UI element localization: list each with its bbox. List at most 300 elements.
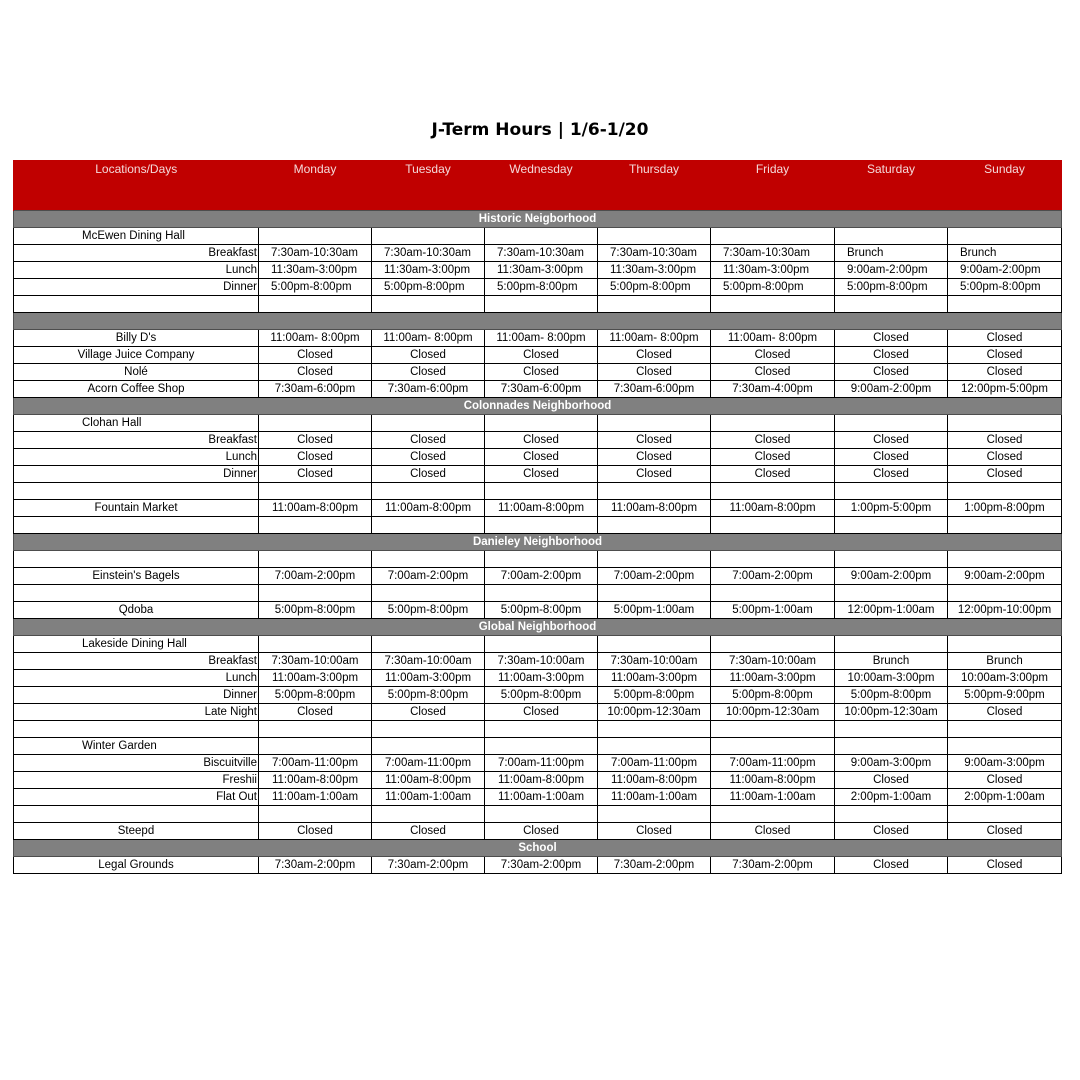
header-day: Friday [711,160,835,211]
hours-cell: 7:30am-2:00pm [485,857,598,874]
hours-cell [372,296,485,313]
location-name [14,806,259,823]
header-day: Tuesday [372,160,485,211]
header-day: Thursday [598,160,711,211]
section-header-row [14,398,1062,415]
hours-cell [598,806,711,823]
hours-cell: Closed [372,823,485,840]
hours-cell: Closed [835,466,948,483]
hours-cell [372,636,485,653]
table-row [14,432,1062,449]
hours-cell: 5:00pm-8:00pm [835,279,948,296]
hours-cell: 5:00pm-8:00pm [259,602,372,619]
hours-cell: 7:30am-10:30am [598,245,711,262]
hours-cell: 1:00pm-8:00pm [948,500,1062,517]
section-header-row [14,534,1062,551]
hours-cell: 10:00am-3:00pm [835,670,948,687]
hours-cell: Closed [948,772,1062,789]
hours-cell: 1:00pm-5:00pm [835,500,948,517]
table-row [14,347,1062,364]
hours-cell: Brunch [835,653,948,670]
hours-cell [259,636,372,653]
location-name: Qdoba [14,602,259,619]
hours-cell: Closed [372,432,485,449]
hours-cell [485,551,598,568]
hours-cell: 9:00am-2:00pm [948,568,1062,585]
hours-cell [485,738,598,755]
hours-cell [835,636,948,653]
hours-cell: 11:00am- 8:00pm [485,330,598,347]
hours-cell: Closed [948,466,1062,483]
table-row [14,551,1062,568]
hours-cell [711,721,835,738]
hours-cell: 5:00pm-8:00pm [835,687,948,704]
hours-cell [259,517,372,534]
hours-cell [948,228,1062,245]
hours-cell: Closed [835,432,948,449]
header-locations: Locations/Days [14,160,259,211]
hours-cell: 7:30am-10:30am [259,245,372,262]
meal-label: Biscuitville [14,755,259,772]
hours-cell: Closed [598,364,711,381]
meal-label: Late Night [14,704,259,721]
hours-cell: Closed [835,857,948,874]
hours-cell [372,721,485,738]
hours-cell: 7:30am-10:30am [372,245,485,262]
table-row [14,330,1062,347]
hours-cell: 11:00am-1:00am [372,789,485,806]
hours-cell [598,517,711,534]
hours-cell: Closed [485,364,598,381]
hours-cell: 11:30am-3:00pm [485,262,598,279]
hours-cell: Closed [835,330,948,347]
hours-cell: 11:30am-3:00pm [372,262,485,279]
hours-cell [259,585,372,602]
hours-cell [711,738,835,755]
location-name: Nolé [14,364,259,381]
hours-cell: Closed [948,823,1062,840]
hours-cell [948,483,1062,500]
meal-label: Dinner [14,466,259,483]
hours-cell [485,228,598,245]
hours-cell: 7:00am-2:00pm [372,568,485,585]
hours-cell: 7:30am-10:00am [598,653,711,670]
hours-cell: 7:30am-10:30am [711,245,835,262]
hours-cell [485,517,598,534]
table-row [14,415,1062,432]
table-row [14,517,1062,534]
section-header-row [14,840,1062,857]
table-row [14,806,1062,823]
hours-table-body [14,160,1062,874]
hours-cell: Closed [835,823,948,840]
hours-cell: 7:30am-10:00am [711,653,835,670]
hours-cell [948,296,1062,313]
location-name [14,517,259,534]
table-row [14,483,1062,500]
hours-cell: 5:00pm-9:00pm [948,687,1062,704]
location-name: Fountain Market [14,500,259,517]
hours-cell [948,585,1062,602]
location-name: McEwen Dining Hall [14,228,259,245]
page-title: J-Term Hours | 1/6-1/20 [431,120,649,140]
hours-cell [835,585,948,602]
hours-cell [711,806,835,823]
hours-cell [711,517,835,534]
hours-cell: Closed [259,823,372,840]
hours-cell: 11:00am- 8:00pm [372,330,485,347]
hours-cell: Closed [711,432,835,449]
table-row [14,789,1062,806]
hours-cell [711,636,835,653]
hours-cell [259,551,372,568]
hours-cell [485,585,598,602]
hours-cell: 5:00pm-8:00pm [259,687,372,704]
location-name [14,296,259,313]
hours-cell [835,806,948,823]
hours-cell: Closed [259,449,372,466]
hours-cell: 9:00am-2:00pm [835,568,948,585]
hours-cell: Closed [948,449,1062,466]
hours-cell [835,738,948,755]
section-label: Historic Neigborhood [14,211,1062,228]
hours-cell [598,551,711,568]
hours-cell: 5:00pm-8:00pm [259,279,372,296]
hours-cell [835,551,948,568]
meal-label: Dinner [14,279,259,296]
hours-cell: 5:00pm-1:00am [711,602,835,619]
hours-cell [372,228,485,245]
meal-label: Lunch [14,670,259,687]
hours-cell: 7:00am-2:00pm [485,568,598,585]
hours-cell [485,296,598,313]
location-name: Acorn Coffee Shop [14,381,259,398]
hours-cell: 7:00am-11:00pm [372,755,485,772]
hours-cell: 9:00am-3:00pm [948,755,1062,772]
hours-cell [259,228,372,245]
hours-cell: 5:00pm-8:00pm [372,687,485,704]
hours-cell [485,721,598,738]
hours-cell [372,551,485,568]
hours-cell: Closed [711,364,835,381]
hours-cell: Closed [948,330,1062,347]
location-name: Billy D's [14,330,259,347]
hours-cell: 7:00am-11:00pm [259,755,372,772]
hours-cell [835,517,948,534]
table-row [14,721,1062,738]
hours-cell: Closed [598,347,711,364]
hours-cell [598,738,711,755]
hours-cell [598,585,711,602]
hours-cell [372,415,485,432]
hours-cell: Brunch [835,245,948,262]
hours-cell: Closed [259,704,372,721]
hours-cell [485,415,598,432]
hours-cell: 5:00pm-8:00pm [372,602,485,619]
hours-cell: Brunch [948,245,1062,262]
hours-cell: Closed [711,449,835,466]
hours-cell: Closed [711,347,835,364]
hours-cell: 11:00am-3:00pm [372,670,485,687]
hours-cell: Closed [259,364,372,381]
hours-cell: 5:00pm-8:00pm [711,687,835,704]
hours-cell [259,415,372,432]
hours-cell: 11:30am-3:00pm [598,262,711,279]
table-row [14,449,1062,466]
hours-cell: 11:00am-3:00pm [598,670,711,687]
hours-cell: Closed [948,704,1062,721]
hours-cell: 11:00am-1:00am [711,789,835,806]
hours-cell [372,517,485,534]
table-row [14,636,1062,653]
table-row [14,687,1062,704]
hours-cell [948,636,1062,653]
hours-cell [835,228,948,245]
table-row [14,704,1062,721]
location-name: Lakeside Dining Hall [14,636,259,653]
hours-cell [948,806,1062,823]
hours-cell: 7:30am-10:00am [485,653,598,670]
hours-cell: Closed [485,704,598,721]
header-day: Sunday [948,160,1062,211]
hours-cell: 11:00am-8:00pm [711,500,835,517]
hours-cell [948,721,1062,738]
table-row [14,500,1062,517]
hours-cell [598,228,711,245]
table-row [14,568,1062,585]
hours-cell [485,483,598,500]
hours-cell: Closed [948,432,1062,449]
table-row [14,228,1062,245]
hours-cell: Closed [598,432,711,449]
hours-cell: 5:00pm-8:00pm [485,602,598,619]
section-label: Danieley Neighborhood [14,534,1062,551]
meal-label: Lunch [14,449,259,466]
header-day: Wednesday [485,160,598,211]
table-row [14,653,1062,670]
table-row [14,738,1062,755]
hours-cell [259,483,372,500]
table-row [14,585,1062,602]
hours-cell: Closed [485,466,598,483]
hours-cell: Closed [485,347,598,364]
hours-table [13,160,1062,874]
hours-cell [598,296,711,313]
hours-cell: Closed [259,347,372,364]
header-row [14,160,1062,211]
location-name: Steepd [14,823,259,840]
hours-cell: 11:00am-8:00pm [372,500,485,517]
hours-cell [485,636,598,653]
meal-label: Breakfast [14,245,259,262]
hours-cell [259,296,372,313]
hours-cell: 12:00pm-1:00am [835,602,948,619]
hours-cell [711,585,835,602]
hours-cell: 7:30am-2:00pm [598,857,711,874]
hours-cell: Closed [835,347,948,364]
hours-cell: Closed [711,823,835,840]
hours-cell [711,415,835,432]
table-row [14,279,1062,296]
hours-cell: 10:00pm-12:30am [598,704,711,721]
hours-cell [485,806,598,823]
hours-cell: Closed [598,466,711,483]
table-row [14,364,1062,381]
section-header-row [14,619,1062,636]
hours-cell: Closed [598,449,711,466]
hours-cell: 5:00pm-8:00pm [948,279,1062,296]
hours-cell [835,296,948,313]
section-divider-row [14,313,1062,330]
header-day: Saturday [835,160,948,211]
hours-cell: 11:00am- 8:00pm [711,330,835,347]
hours-cell: 7:30am-10:00am [372,653,485,670]
hours-cell [711,228,835,245]
location-name: Clohan Hall [14,415,259,432]
hours-cell: 5:00pm-8:00pm [598,687,711,704]
hours-cell: 7:30am-2:00pm [372,857,485,874]
location-name [14,551,259,568]
section-label: School [14,840,1062,857]
hours-cell: 11:00am-8:00pm [485,500,598,517]
table-row [14,466,1062,483]
hours-cell: 11:00am-3:00pm [259,670,372,687]
hours-cell: 2:00pm-1:00am [948,789,1062,806]
table-row [14,245,1062,262]
hours-cell: 11:00am-8:00pm [372,772,485,789]
hours-cell [948,517,1062,534]
hours-cell: Closed [948,347,1062,364]
hours-cell: 7:00am-11:00pm [711,755,835,772]
hours-cell: 11:00am-1:00am [485,789,598,806]
hours-cell: Closed [372,347,485,364]
location-name: Legal Grounds [14,857,259,874]
header-day: Monday [259,160,372,211]
hours-cell: 11:00am- 8:00pm [259,330,372,347]
hours-cell [372,806,485,823]
hours-cell: 10:00pm-12:30am [711,704,835,721]
hours-cell: 11:00am-8:00pm [598,500,711,517]
hours-cell: 7:30am-10:30am [485,245,598,262]
hours-cell [259,806,372,823]
hours-cell: Closed [372,449,485,466]
meal-label: Lunch [14,262,259,279]
hours-cell [259,721,372,738]
hours-cell: 11:00am- 8:00pm [598,330,711,347]
hours-cell [598,415,711,432]
meal-label: Breakfast [14,432,259,449]
hours-cell: Closed [372,466,485,483]
location-name: Village Juice Company [14,347,259,364]
hours-cell: Closed [372,364,485,381]
hours-cell: 7:00am-11:00pm [598,755,711,772]
table-row [14,823,1062,840]
hours-cell: 11:00am-8:00pm [259,772,372,789]
location-name [14,585,259,602]
hours-cell: 12:00pm-10:00pm [948,602,1062,619]
hours-cell: 9:00am-3:00pm [835,755,948,772]
hours-cell: 11:00am-8:00pm [259,500,372,517]
hours-cell: 7:30am-2:00pm [711,857,835,874]
hours-cell: Closed [835,449,948,466]
hours-cell: 7:30am-4:00pm [711,381,835,398]
hours-cell [948,551,1062,568]
hours-cell: 7:30am-6:00pm [485,381,598,398]
hours-cell: 12:00pm-5:00pm [948,381,1062,398]
meal-label: Flat Out [14,789,259,806]
hours-cell: Closed [485,449,598,466]
hours-cell [711,551,835,568]
hours-cell [259,738,372,755]
hours-cell: 5:00pm-8:00pm [372,279,485,296]
hours-cell [372,585,485,602]
table-row [14,670,1062,687]
table-row [14,755,1062,772]
hours-cell: 7:30am-2:00pm [259,857,372,874]
hours-cell: Closed [372,704,485,721]
hours-cell: Closed [259,432,372,449]
hours-cell: 2:00pm-1:00am [835,789,948,806]
hours-cell [711,483,835,500]
hours-cell [372,738,485,755]
section-divider [14,313,1062,330]
table-row [14,381,1062,398]
table-row [14,857,1062,874]
location-name: Winter Garden [14,738,259,755]
table-row [14,772,1062,789]
table-row [14,296,1062,313]
hours-cell: 9:00am-2:00pm [835,262,948,279]
hours-cell: Closed [598,823,711,840]
hours-cell: 5:00pm-1:00am [598,602,711,619]
hours-cell: 11:00am-3:00pm [485,670,598,687]
hours-cell [598,483,711,500]
hours-cell: 9:00am-2:00pm [948,262,1062,279]
hours-cell: 5:00pm-8:00pm [485,279,598,296]
hours-cell: Closed [711,466,835,483]
location-name: Einstein's Bagels [14,568,259,585]
hours-cell: Closed [259,466,372,483]
hours-cell: 9:00am-2:00pm [835,381,948,398]
hours-cell: 5:00pm-8:00pm [711,279,835,296]
hours-cell [835,483,948,500]
location-name [14,721,259,738]
hours-cell [598,721,711,738]
hours-cell [835,721,948,738]
hours-cell: Closed [948,857,1062,874]
hours-cell: 7:30am-6:00pm [598,381,711,398]
hours-cell: Closed [485,432,598,449]
hours-cell: 11:00am-8:00pm [711,772,835,789]
hours-cell: 11:00am-1:00am [598,789,711,806]
hours-cell: 11:00am-3:00pm [711,670,835,687]
hours-cell [948,415,1062,432]
hours-cell [835,415,948,432]
hours-cell: Closed [485,823,598,840]
hours-cell: 7:30am-6:00pm [259,381,372,398]
hours-cell: 7:30am-6:00pm [372,381,485,398]
hours-cell: 10:00pm-12:30am [835,704,948,721]
section-header-row [14,211,1062,228]
hours-cell: 7:00am-2:00pm [598,568,711,585]
hours-cell [711,296,835,313]
hours-cell: 11:00am-1:00am [259,789,372,806]
hours-cell: 7:30am-10:00am [259,653,372,670]
hours-cell: 7:00am-2:00pm [711,568,835,585]
hours-cell: Closed [835,364,948,381]
table-row [14,602,1062,619]
meal-label: Breakfast [14,653,259,670]
